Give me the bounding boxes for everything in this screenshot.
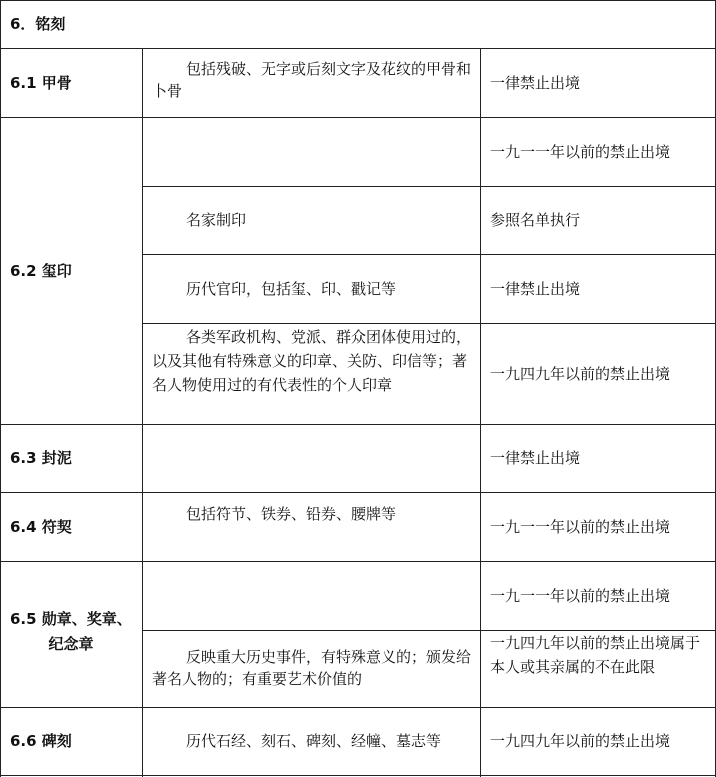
category-label: 纪念章 bbox=[48, 635, 94, 653]
category-label: 6.2 玺印 bbox=[10, 261, 72, 280]
section-title: 6．铭刻 bbox=[10, 15, 66, 33]
category-label: 6.6 碑刻 bbox=[10, 732, 72, 750]
table-rule bbox=[0, 775, 716, 776]
export-limit: 一九一一年以前的禁止出境 bbox=[490, 586, 671, 605]
export-limit: 一九一一年以前的禁止出境 bbox=[490, 142, 671, 161]
export-limit: 一九四九年以前的禁止出境 bbox=[490, 732, 671, 750]
export-limit: 一九四九年以前的禁止出境属于本人或其亲属的不在此限 bbox=[490, 634, 701, 676]
item-description: 包括符节、铁券、铅券、腰牌等 bbox=[186, 505, 397, 523]
item-description: 各类军政机构、党派、群众团体使用过的，以及其他有特殊意义的印章、关防、印信等；著名人物使用过的有代表性的个人印章 bbox=[152, 328, 472, 394]
category-label: 6.1 甲骨 bbox=[10, 73, 72, 92]
export-limit: 一九四九年以前的禁止出境 bbox=[490, 364, 671, 383]
export-limit: 一律禁止出境 bbox=[490, 279, 581, 298]
category-label: 6.5 勋章、奖章、 bbox=[10, 610, 132, 628]
export-limit: 一律禁止出境 bbox=[490, 73, 581, 92]
export-limit: 参照名单执行 bbox=[490, 211, 581, 229]
table-rule bbox=[0, 0, 1, 777]
item-description: 包括残破、无字或后刻文字及花纹的甲骨和卜骨 bbox=[152, 60, 472, 100]
category-label: 6.3 封泥 bbox=[10, 449, 72, 467]
item-description: 反映重大历史事件，有特殊意义的；颁发给著名人物的；有重要艺术价值的 bbox=[152, 648, 472, 688]
export-limit: 一九一一年以前的禁止出境 bbox=[490, 517, 671, 536]
item-description: 历代石经、刻石、碑刻、经幢、墓志等 bbox=[186, 732, 442, 750]
category-label: 6.4 符契 bbox=[10, 517, 72, 536]
item-description: 名家制印 bbox=[186, 211, 247, 229]
export-limit: 一律禁止出境 bbox=[490, 449, 581, 467]
item-description: 历代官印，包括玺、印、戳记等 bbox=[186, 279, 397, 298]
